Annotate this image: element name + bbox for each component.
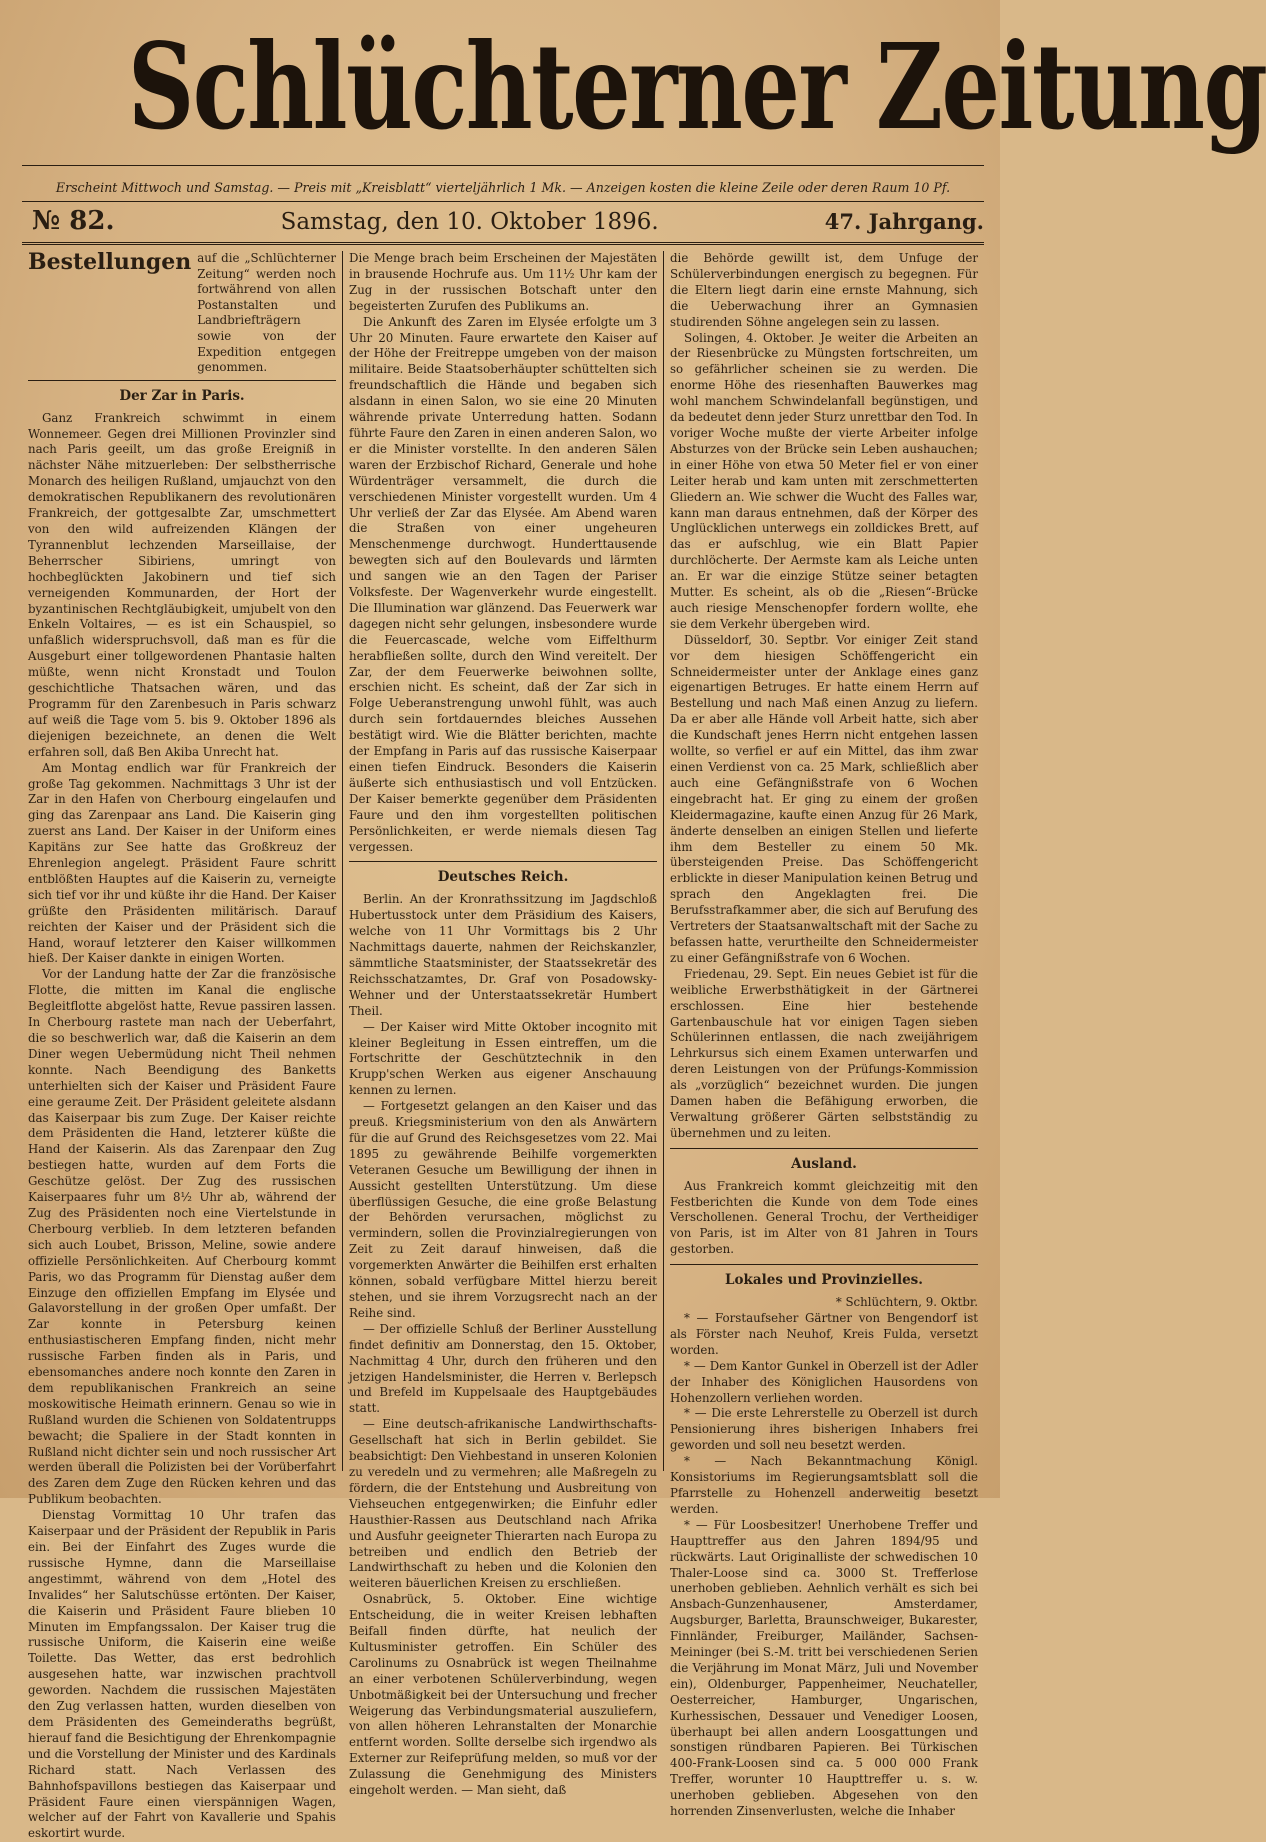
paragraph: * — Die erste Lehrerstelle zu Oberzell ist durch Pensionierung ihres bisherigen Inhabers frei geworden und soll neu besetzt werden. xyxy=(670,1406,978,1453)
paragraph: die Behörde gewillt ist, dem Unfuge der Schülerverbindungen energisch zu begegnen. Für die Eltern liegt darin eine ernste Mahnung, sich die Ueberwachung ihrer an Gymnasien studirenden Söhne angelegen sein zu lassen. xyxy=(670,251,978,329)
article-heading: Der Zar in Paris. xyxy=(119,387,245,404)
issue-date: Samstag, den 10. Oktober 1896. xyxy=(280,209,659,235)
column-3 xyxy=(664,251,984,1819)
section-heading: Deutsches Reich. xyxy=(437,869,569,886)
paragraph: Düsseldorf, 30. Septbr. Vor einiger Zeit stand vor dem hiesigen Schöffengericht ein Schneidermeister unter der Anklage eines ganz eigenartigen Betruges. Er hatte einem Herrn auf Bestellung und nach Maß einen Anzug zu liefern. Da er aber alle Hände voll Arbeit hatte, sich aber die Kundschaft jenes Herrn nicht entgehen lassen wollte, so verfiel er auf ein Mittel, das ihm zwar einen Verdienst von ca. 25 Mark, schließlich aber auch eine Gefängnißstrafe von 6 Wochen eingebracht hat. Er ging zu einem der großen Kleidermagazine, kaufte einen Anzug für 26 Mark, änderte denselben an einigen Stellen und lieferte ihm dem Besteller zu einem 50 Mk. übersteigenden Preise. Das Schöffengericht erblickte in dieser Manipulation keinen Betrug und sprach den Angeklagten frei. Die Berufsstrafkammer aber, die sich auf Berufung des Vertreters der Staatsanwaltschaft mit der Sache zu befassen hatte, verurtheilte den Schneidermeister zu einer Gefängnißstrafe von 6 Wochen. xyxy=(670,632,978,965)
section-heading: Lokales und Provinzielles. xyxy=(725,1272,923,1289)
subscription-notice xyxy=(28,251,336,381)
paragraph: Die Menge brach beim Erscheinen der Majestäten in brausende Hochrufe aus. Um 11½ Uhr kam der Zug in der russischen Botschaft unter den begeisterten Zurufen des Publikums an. xyxy=(349,251,657,313)
column-1 xyxy=(22,249,343,1841)
paragraph: Vor der Landung hatte der Zar die französische Flotte, die mitten im Kanal die englische Begleitflotte abgelöst hatte, Revue passiren lassen. In Cherbourg rastete man nach der Ueberfahrt, die so beschwerlich war, daß die Kaiserin an dem Diner wegen Uebermüdung nicht Theil nehmen konnte. Nach Beendigung des Banketts unterhielten sich der Kaiser und Präsident Faure eine geraume Zeit. Der Präsident geleitete alsdann das Kaiserpaar bis zum Zuge. Der Kaiser reichte dem Präsidenten die Hand, letzterer küßte die Hand der Kaiserin. Als das Zarenpaar den Zug bestiegen hatte, wurden auf dem Forts die Geschütze gelöst. Der Zug des russischen Kaiserpaares fuhr um 8½ Uhr ab, während der Zug des Präsidenten noch eine Viertelstunde in Cherbourg verblieb. In dem letzteren befanden sich auch Loubet, Brisson, Meline, sowie andere offizielle Persönlichkeiten. Auf Cherbourg kommt Paris, wo das Programm für Dienstag außer dem Einzuge den offiziellen Empfang im Elysée und Galavorstellung in der großen Oper umfaßt. Der Zar konnte in Petersburg keinen enthusiastischeren Empfang finden, nicht mehr russische Farben finden als in Paris, und ebensomanches andere noch konnte den Zaren in dem republikanischen Frankreich an seine moskowitische Heimath erinnern. Genau so wie in Rußland wurden die Schienen von Soldatentrupps bewacht; die Spaliere in der Stadt konnten in Rußland nicht dichter sein und noch russischer Art werden überall die Polizisten bei der Vorüberfahrt des Zaren dem Zuge den Rücken kehren und das Publikum beobachten. xyxy=(28,967,336,1507)
subscription-notice-title: Bestellungen xyxy=(28,249,192,275)
masthead-title: Schlüchterner Zeitung xyxy=(127,17,1266,156)
section-divider xyxy=(670,1264,978,1265)
section-heading: Ausland. xyxy=(791,1155,857,1172)
paragraph: — Fortgesetzt gelangen an den Kaiser und das preuß. Kriegsministerium von den als Anwärtern für die auf Grund des Reichsgesetzes vom 22. Mai 1895 zu gewährende Beihilfe vorgemerkten Veteranen Gesuche um Bewilligung der ihnen in Aussicht gestellten Unterstützung. Um diese überflüssigen Gesuche, die eine große Belastung der Behörden verursachen, möglichst zu vermindern, sollen die Provinzialregierungen von Zeit zu Zeit darauf hinweisen, daß die vorgemerkten Anwärter die Beihilfen erst erhalten können, sobald verfügbare Mittel hierzu bereit stehen, und sie ihrem Vorzugsrecht nach an der Reihe sind. xyxy=(349,1099,657,1320)
paragraph: Solingen, 4. Oktober. Je weiter die Arbeiten an der Riesenbrücke zu Müngsten fortschreiten, um so gefährlicher scheinen sie zu werden. Die enorme Höhe des riesenhaften Bauwerkes mag wohl manchem Schwindelanfall begünstigen, und da bedeutet denn jeder Sturz unrettbar den Tod. In voriger Woche mußte der vierte Arbeiter infolge Absturzes von der Brücke sein Leben aushauchen; in einer Höhe von etwa 50 Meter fiel er von einer Leiter herab und kam unten mit zerschmetterten Gliedern an. Wie schwer die Wucht des Falles war, kann man daraus entnehmen, daß der Körper des Unglücklichen unterwegs ein zolldickes Brett, auf das er aufschlug, wie ein Blatt Papier durchlöcherte. Der Aermste kam als Leiche unten an. Er war die einzige Stütze seiner betagten Mutter. Es scheint, als ob die „Riesen“-Brücke auch riesige Menschenopfer fordern wollte, ehe sie dem Verkehr übergeben wird. xyxy=(670,330,978,631)
paragraph: Die Ankunft des Zaren im Elysée erfolgte um 3 Uhr 20 Minuten. Faure erwartete den Kaiser auf der Höhe der Freitreppe umgeben von der maison militaire. Beide Staatsoberhäupter schüttelten sich freundschaftlich die Hände und begaben sich alsdann in einen Salon, wo sie eine 20 Minuten währende private Unterredung hatten. Sodann führte Faure den Zaren in einen anderen Salon, wo er die Minister vorstellte. In den anderen Sälen waren der Erzbischof Richard, Generale und hohe Würdenträger versammelt, die durch die verschiedenen Minister vorgestellt wurden. Um 4 Uhr verließ der Zar das Elysée. Am Abend waren die Straßen von einer ungeheuren Menschenmenge durchwogt. Hunderttausende bewegten sich auf den Boulevards und lärmten und sangen wie an den Tagen der Pariser Volksfeste. Der Wagenverkehr wurde eingestellt. Die Illumination war glänzend. Das Feuerwerk war dagegen nicht sehr gelungen, insbesondere wurde die Feuercascade, welche vom Eiffelthurm herabfließen sollte, durch den Wind vereitelt. Der Zar, der dem Feuerwerke beiwohnen sollte, erschien nicht. Es scheint, daß der Zar sich in Folge Ueberanstrengung unwohl fühlt, was auch durch sein fortdauerndes bleiches Aussehen bestätigt wird. Wie die Blätter berichten, machte der Empfang in Paris auf das russische Kaiserpaar einen tiefen Eindruck. Besonders die Kaiserin äußerte sich enthusiastisch und voll Entzücken. Der Kaiser bemerkte gegenüber dem Präsidenten Faure und den ihm vorgestellten politischen Persönlichkeiten, er werde niemals diesen Tag vergessen. xyxy=(349,314,657,854)
paragraph: Friedenau, 29. Sept. Ein neues Gebiet ist für die weibliche Erwerbsthätigkeit in der Gärtnerei erschlossen. Eine hier bestehende Gartenbauschule hat vor einigen Tagen sieben Schülerinnen entlassen, die nach zweijährigem Lehrkursus sich einem Examen unterwarfen und deren Leistungen von der Prüfungs-Kommission als „vorzüglich“ bezeichnet wurden. Die jungen Damen haben die Befähigung erworben, die Verwaltung größerer Gärten selbstständig zu übernehmen und zu leiten. xyxy=(670,966,978,1140)
paragraph: * — Nach Bekanntmachung Königl. Konsistoriums im Regierungsamtsblatt soll die Pfarrstelle zu Hohenzell anderweitig besetzt werden. xyxy=(670,1454,978,1516)
paragraph: Ganz Frankreich schwimmt in einem Wonnemeer. Gegen drei Millionen Provinzler sind nach Paris geeilt, um das große Ereigniß in nächster Nähe mitzuerleben: Der selbstherrische Monarch des heiligen Rußland, umjauchzt von den demokratischen Republikanern des revolutionären Frankreich, der gottgesalbte Zar, umschmettert von den wild aufreizenden Klängen der Tyrannenblut lechzenden Marseillaise, der Beherrscher Sibiriens, umringt von hochbeglückten Jakobinern und tief sich verneigenden Kommunarden, der Hort der byzantinischen Rechtgläubigkeit, umjubelt von den Enkeln Voltaires, — es ist ein Schauspiel, so unfaßlich widerspruchsvoll, daß man es für die Ausgeburt einer tollgewordenen Phantasie halten müßte, wenn nicht Kronstadt und Toulon geschichtliche Thatsachen wären, und das Programm für den Zarenbesuch in Paris schwarz auf weiß die Tage vom 5. bis 9. Oktober 1896 als diejenigen bezeichnete, an denen die Welt erfahren soll, daß Ben Akiba Unrecht hat. xyxy=(28,410,336,759)
issue-number: № 82. xyxy=(32,206,115,236)
paragraph: — Der offizielle Schluß der Berliner Ausstellung findet definitiv am Donnerstag, den 15. Oktober, Nachmittag 4 Uhr, durch den früheren und den jetzigen Handelsminister, die Herren v. Berlepsch und Brefeld im Kuppelsaale des Hauptgebäudes statt. xyxy=(349,1321,657,1416)
section-divider xyxy=(670,1148,978,1149)
issue-volume: 47. Jahrgang. xyxy=(824,209,984,234)
column-2 xyxy=(343,251,664,1798)
article-columns xyxy=(22,249,984,1841)
paragraph: Aus Frankreich kommt gleichzeitig mit den Festberichten die Kunde von dem Tode eines Verschollenen. General Trochu, der Vertheidiger von Paris, ist im Alter von 81 Jahren in Tours gestorben. xyxy=(670,1178,978,1257)
subscription-notice-text: auf die „Schlüchterner Zeitung“ werden noch fortwährend von allen Postanstalten und Landbriefträgern sowie von der Expedition entgegen genommen. xyxy=(197,251,336,375)
subscription-line: Erscheint Mittwoch und Samstag. — Preis mit „Kreisblatt“ vierteljährlich 1 Mk. — Anzeigen kosten die kleine Zeile oder deren Raum 10 Pf. xyxy=(55,180,951,195)
dateline: * Schlüchtern, 9. Oktbr. xyxy=(835,1295,978,1310)
paragraph: Berlin. An der Kronrathssitzung im Jagdschloß Hubertusstock unter dem Präsidium des Kaisers, welche von 11 Uhr Vormittags bis 2 Uhr Nachmittags dauerte, nahmen der Reichskanzler, sämmtliche Staatsminister, der Staatssekretär des Reichsschatzamtes, Dr. Graf von Posadowsky-Wehner und der Unterstaatssekretär Humbert Theil. xyxy=(349,892,657,1018)
issue-bar xyxy=(22,201,984,245)
paragraph: * — Für Loosbesitzer! Unerhobene Treffer und Haupttreffer aus den Jahren 1894/95 und rückwärts. Laut Originalliste der schwedischen 10 Thaler-Loose sind ca. 3000 St. Trefferlose unerhoben geblieben. Aehnlich verhält es sich bei Ansbach-Gunzenhausener, Amsterdamer, Augsburger, Barletta, Braunschweiger, Bukarester, Finnländer, Freiburger, Mailänder, Sachsen-Meininger (bei S.-M. tritt bei verschiedenen Serien die Verjährung im Monat März, Juli und November ein), Oldenburger, Pappenheimer, Neuchateller, Oesterreicher, Hamburger, Ungarischen, Kurhessischen, Dessauer und Venediger Loosen, überhaupt bei allen andern Loosgattungen und sonstigen ründbaren Papieren. Bei Türkischen 400-Frank-Loosen sind ca. 5 000 000 Frank Treffer, worunter 10 Haupttreffer u. s. w. unerhoben geblieben. Abgesehen von den horrenden Zinsenverlusten, welche die Inhaber xyxy=(670,1517,978,1819)
section-divider xyxy=(349,861,657,862)
paragraph: — Der Kaiser wird Mitte Oktober incognito mit kleiner Begleitung in Essen eintreffen, um die Fortschritte der Geschütztechnik in den Krupp'schen Werken aus eigener Anschauung kennen zu lernen. xyxy=(349,1019,657,1098)
paragraph: Osnabrück, 5. Oktober. Eine wichtige Entscheidung, die in weiter Kreisen lebhaften Beifall finden dürfte, hat neulich der Kultusminister getroffen. Ein Schüler des Carolinums zu Osnabrück ist wegen Theilnahme an einer verbotenen Schülerverbindung, wegen Unbotmäßigkeit bei der Untersuchung und frecher Weigerung das Verbindungsmaterial auszuliefern, von allen höheren Lehranstalten der Monarchie entfernt worden. Sollte derselbe sich irgendwo als Externer zur Reifeprüfung melden, so muß vor der Zulassung die Genehmigung des Ministers eingeholt werden. — Man sieht, daß xyxy=(349,1592,657,1798)
paragraph: Am Montag endlich war für Frankreich der große Tag gekommen. Nachmittags 3 Uhr ist der Zar in den Hafen von Cherbourg eingelaufen und ging das Zarenpaar ans Land. Die Kaiserin ging zuerst ans Land. Der Kaiser in der Uniform eines Kapitäns zur See hatte das Großkreuz der Ehrenlegion angelegt. Präsident Faure schritt entblößten Hauptes auf die Kaiserin zu, verneigte sich tief vor ihr und küßte ihr die Hand. Der Kaiser grüßte den Präsidenten militärisch. Darauf reichten der Kaiser und der Präsident sich die Hand, worauf letzterer den Kaiser willkommen hieß. Der Kaiser dankte in einigen Worten. xyxy=(28,760,336,966)
paragraph: * — Dem Kantor Gunkel in Oberzell ist der Adler der Inhaber des Königlichen Hausordens von Hohenzollern verliehen worden. xyxy=(670,1358,978,1405)
paragraph: — Eine deutsch-afrikanische Landwirthschafts-Gesellschaft hat sich in Berlin gebildet. Sie beabsichtigt: Den Viehbestand in unseren Kolonien zu veredeln und zu vermehren; alle Maßregeln zu fördern, die der Entstehung und Ausbreitung von Viehseuchen entgegenwirken; die Einfuhr edler Hausthier-Rassen aus Deutschland nach Afrika und Ausfuhr geeigneter Thierarten nach Europa zu betreiben und endlich den Betrieb der Landwirthschaft zu heben und die Kolonien den weiteren bäuerlichen Kreisen zu erschließen. xyxy=(349,1417,657,1591)
paragraph: Dienstag Vormittag 10 Uhr trafen das Kaiserpaar und der Präsident der Republik in Paris ein. Bei der Einfahrt des Zuges wurde die russische Hymne, dann die Marseillaise angestimmt, während von dem „Hotel des Invalides“ her Salutschüsse ertönten. Der Kaiser, die Kaiserin und Präsident Faure blieben 10 Minuten im Empfangssalon. Der Kaiser trug die russische Uniform, die Kaiserin eine weiße Toilette. Das Wetter, das erst bedrohlich ausgesehen hatte, war inzwischen prachtvoll geworden. Nachdem die russischen Majestäten den Zug verlassen hatten, wurden dieselben von dem Präsidenten des Gemeinderaths begrüßt, hierauf fand die Besichtigung der Ehrenkompagnie und die Vorstellung der Minister und des Kardinals Richard statt. Nach Verlassen des Bahnhofspavillons bestiegen das Kaiserpaar und Präsident Faure einen vierspännigen Wagen, welcher auf der Fahrt von Kavallerie und Spahis eskortirt wurde. xyxy=(28,1508,336,1841)
paragraph: * — Forstaufseher Gärtner von Bengendorf ist als Förster nach Neuhof, Kreis Fulda, versetzt worden. xyxy=(670,1311,978,1357)
